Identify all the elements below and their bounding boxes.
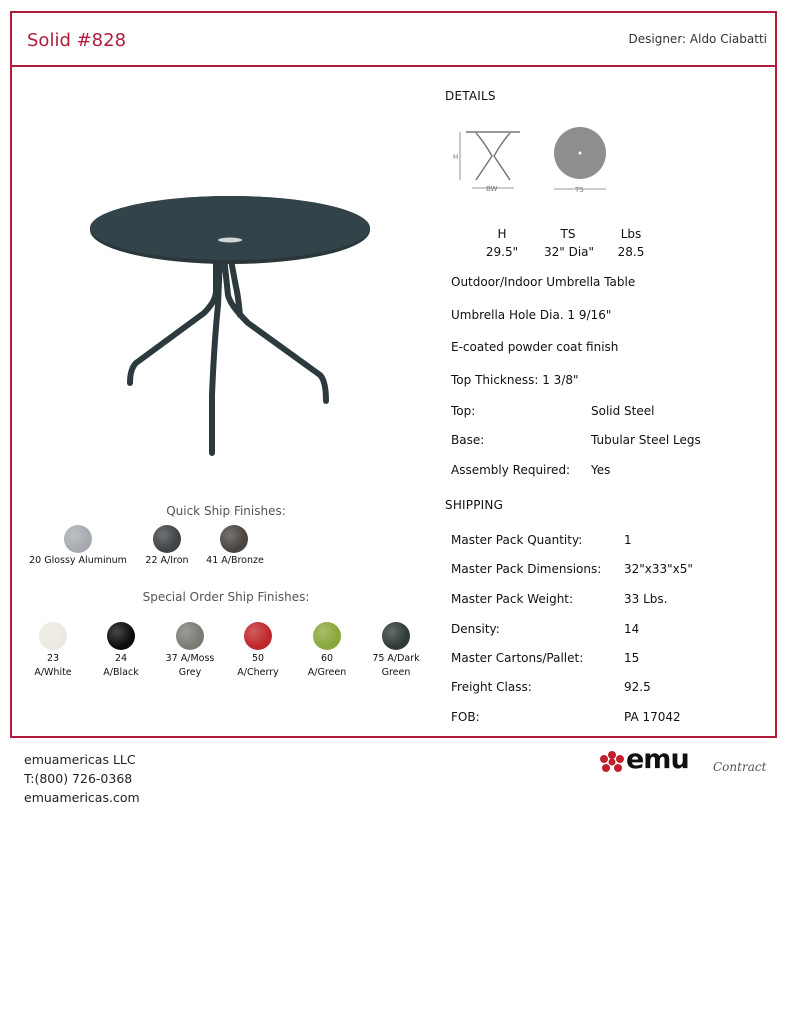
details-heading: DETAILS <box>445 89 496 103</box>
ship-cartons-value: 15 <box>624 651 640 665</box>
diagram-h-label: H <box>453 153 459 161</box>
spec-assembly-label: Assembly Required: <box>451 463 571 477</box>
ship-dims-value: 32"x33"x5" <box>624 562 693 576</box>
swatch-dark-green <box>382 622 410 650</box>
footer-phone: T:(800) 726-0368 <box>24 771 133 786</box>
designer-credit: Designer: Aldo Ciabatti <box>628 32 767 46</box>
spec-top-value: Solid Steel <box>591 404 655 418</box>
ship-cartons-label: Master Cartons/Pallet: <box>451 651 584 665</box>
quick-ship-title: Quick Ship Finishes: <box>166 504 286 518</box>
ship-qty-label: Master Pack Quantity: <box>451 533 583 547</box>
label-white-code: 23 <box>46 653 60 664</box>
emu-flower-icon <box>598 750 626 776</box>
product-image <box>80 195 380 470</box>
ship-dims-label: Master Pack Dimensions: <box>451 562 602 576</box>
label-glossy-aluminum: 20 Glossy Aluminum <box>29 555 127 566</box>
label-white-name: A/White <box>34 667 72 678</box>
label-black <box>91 652 151 680</box>
header-divider <box>10 65 777 67</box>
ship-weight-label: Master Pack Weight: <box>451 592 574 606</box>
label-bronze: 41 A/Bronze <box>206 555 264 566</box>
label-black-name: A/Black <box>103 667 139 678</box>
note-top-thickness: Top Thickness: 1 3/8" <box>451 373 579 387</box>
swatch-black <box>107 622 135 650</box>
special-order-title: Special Order Ship Finishes: <box>142 590 310 604</box>
ship-qty-value: 1 <box>624 533 632 547</box>
label-cherry-code: 50 <box>251 653 265 664</box>
swatch-iron <box>153 525 181 553</box>
note-usage: Outdoor/Indoor Umbrella Table <box>451 275 636 289</box>
label-green <box>297 652 357 680</box>
label-moss-grey <box>158 652 222 680</box>
ship-fob-value: PA 17042 <box>624 710 681 724</box>
swatch-cherry <box>244 622 272 650</box>
ship-class-label: Freight Class: <box>451 680 532 694</box>
label-iron: 22 A/Iron <box>145 555 189 566</box>
dim-lbs-value: 28.5 <box>617 245 645 259</box>
swatch-white <box>39 622 67 650</box>
diagram-ts-label: TS <box>575 186 584 194</box>
dim-ts-label: TS <box>560 227 576 241</box>
label-black-code: 24 <box>114 653 128 664</box>
footer-website[interactable]: emuamericas.com <box>24 790 140 805</box>
ship-density-value: 14 <box>624 622 640 636</box>
dim-h-value: 29.5" <box>485 245 519 259</box>
shipping-heading: SHIPPING <box>445 498 504 512</box>
product-title: Solid #828 <box>27 30 127 51</box>
swatch-moss-grey <box>176 622 204 650</box>
swatch-bronze <box>220 525 248 553</box>
ship-weight-value: 33 Lbs. <box>624 592 668 606</box>
label-green-code: 60 <box>320 653 334 664</box>
spec-base-value: Tubular Steel Legs <box>591 433 701 447</box>
ship-class-value: 92.5 <box>624 680 651 694</box>
label-dark-green-code: 75 A/Dark <box>372 653 420 664</box>
label-moss-grey-name: Grey <box>178 667 202 678</box>
label-dark-green <box>364 652 428 680</box>
logo-contract: Contract <box>713 760 767 774</box>
note-finish: E-coated powder coat finish <box>451 340 619 354</box>
swatch-green <box>313 622 341 650</box>
label-green-name: A/Green <box>307 667 347 678</box>
logo-wordmark: emu <box>626 744 689 775</box>
spec-top-label: Top: <box>451 404 476 418</box>
label-dark-green-name: Green <box>381 667 411 678</box>
swatch-glossy-aluminum <box>64 525 92 553</box>
spec-assembly-value: Yes <box>591 463 611 477</box>
top-view-diagram <box>548 126 618 196</box>
dim-ts-value: 32" Dia" <box>543 245 595 259</box>
ship-fob-label: FOB: <box>451 710 480 724</box>
label-cherry-name: A/Cherry <box>237 667 279 678</box>
note-umbrella-hole: Umbrella Hole Dia. 1 9/16" <box>451 308 612 322</box>
side-view-diagram <box>448 128 528 196</box>
footer-company: emuamericas LLC <box>24 752 136 767</box>
label-white <box>23 652 83 680</box>
diagram-bw-label: BW <box>486 185 498 193</box>
dim-h-label: H <box>497 227 507 241</box>
spec-base-label: Base: <box>451 433 485 447</box>
label-moss-grey-code: 37 A/Moss <box>165 653 215 664</box>
ship-density-label: Density: <box>451 622 500 636</box>
label-cherry <box>228 652 288 680</box>
dim-lbs-label: Lbs <box>620 227 642 241</box>
